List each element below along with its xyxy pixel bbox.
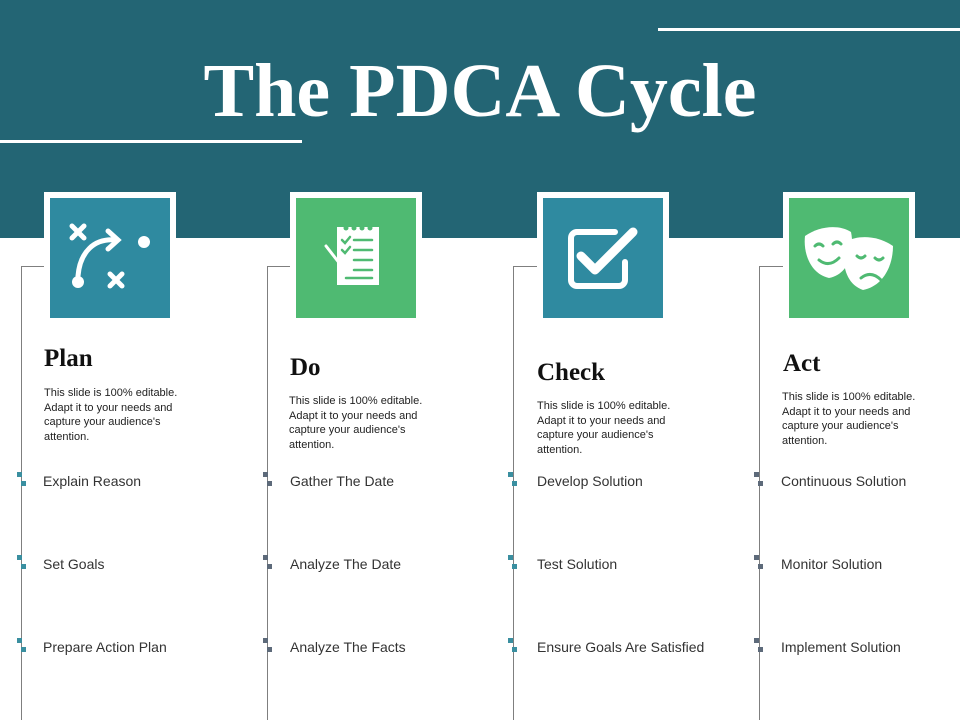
list-item: Set Goals — [43, 556, 105, 572]
column-divider-tick — [513, 266, 539, 267]
list-item: Monitor Solution — [781, 556, 883, 572]
icon-frame — [44, 192, 176, 324]
list-item: Prepare Action Plan — [43, 639, 167, 655]
bullet-icon — [754, 472, 763, 486]
checklist-notepad-icon — [296, 198, 416, 318]
bullet-icon — [17, 555, 26, 569]
column-act — [738, 0, 960, 720]
list-item: Explain Reason — [43, 473, 142, 489]
column-description: This slide is 100% editable. Adapt it to your needs and capture your audience's attention. — [289, 395, 423, 451]
list-item: Analyze The Date — [290, 556, 402, 572]
list-item: Develop Solution — [537, 473, 643, 489]
column-heading: Plan — [44, 345, 93, 372]
column-check — [492, 0, 737, 720]
column-heading: Act — [783, 350, 821, 377]
column-plan — [0, 0, 245, 720]
list-item: Continuous Solution — [781, 473, 907, 489]
bullet-icon — [17, 472, 26, 486]
column-description: This slide is 100% editable. Adapt it to your needs and capture your audience's attention. — [44, 387, 178, 443]
bullet-icon — [754, 555, 763, 569]
bullet-icon — [17, 638, 26, 652]
strategy-play-icon — [50, 198, 170, 318]
list-item: Test Solution — [537, 556, 618, 572]
bullet-icon — [754, 638, 763, 652]
column-heading: Check — [537, 359, 606, 386]
column-description: This slide is 100% editable. Adapt it to your needs and capture your audience's attention. — [782, 391, 916, 447]
column-do — [246, 0, 491, 720]
list-item: Ensure Goals Are Satisfied — [537, 639, 705, 655]
icon-frame — [783, 192, 915, 324]
theater-masks-icon — [789, 198, 909, 318]
bullet-icon — [508, 472, 517, 486]
icon-frame — [290, 192, 422, 324]
checkmark-box-icon — [543, 198, 663, 318]
bullet-icon — [263, 472, 272, 486]
page-title: The PDCA Cycle — [203, 49, 757, 133]
column-heading: Do — [290, 354, 321, 381]
bullet-icon — [263, 555, 272, 569]
column-divider-tick — [759, 266, 785, 267]
column-description: This slide is 100% editable. Adapt it to your needs and capture your audience's attention. — [537, 400, 671, 456]
list-item: Gather The Date — [290, 473, 395, 489]
list-item: Implement Solution — [781, 639, 901, 655]
icon-frame — [537, 192, 669, 324]
list-item: Analyze The Facts — [290, 639, 406, 655]
bullet-icon — [508, 555, 517, 569]
bullet-icon — [508, 638, 517, 652]
bullet-icon — [263, 638, 272, 652]
